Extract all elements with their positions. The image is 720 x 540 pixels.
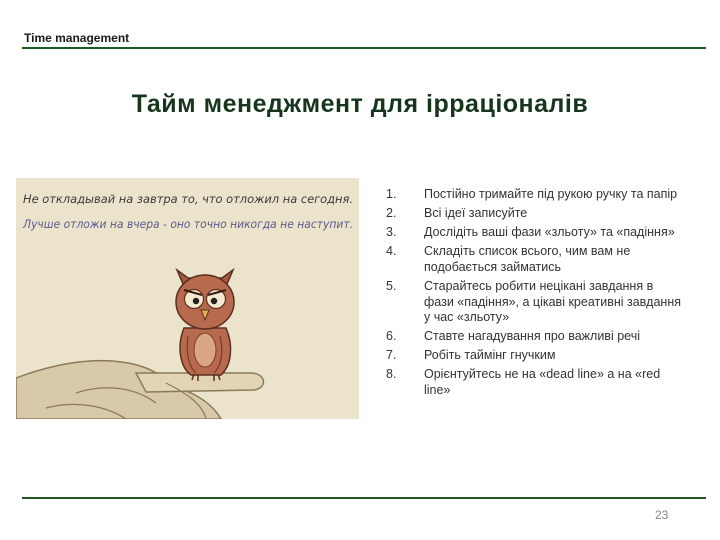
list-item-text: Орієнтуйтесь не на «dead line» а на «red line» [424, 367, 661, 398]
footer-divider [22, 497, 706, 499]
list-item-text: Складіть список всього, чим вам не подобається займатись [424, 244, 631, 274]
list-item-text: Постійно тримайте під рукою ручку та папір [424, 187, 678, 201]
section-label: Time management [24, 31, 130, 45]
page-number: 23 [655, 508, 669, 522]
list-item-text: Ставте нагадування про важливі речі [424, 329, 640, 344]
image-caption-line2: Лучше отложи на вчера - оно точно никогда не наступит. [22, 217, 353, 231]
list-item-text: Дослідіть ваші фази «зльоту» та «падіння» [424, 225, 675, 240]
list-item-text: Старайтесь робити нецікані завдання в фази «падіння», а цікаві креативні завдання у час «зльоту» [424, 278, 682, 325]
list-item: 8. Орієнтуйтесь не на «dead line» а на «red line» [386, 367, 661, 398]
owl-illustration [176, 270, 234, 381]
list-item: 5. Старайтесь робити нецікані завдання в фази «падіння», а цікаві креативні завдання у час «зльоту» [386, 278, 682, 325]
list-item: 7. Робіть таймінг гнучким [386, 348, 556, 363]
list-item: 6. Ставте нагадування про важливі речі [386, 329, 640, 344]
header-divider [22, 47, 706, 49]
image-caption-line1: Не откладывай на завтра то, что отложил на сегодня. [23, 192, 353, 206]
list-item: 2. Всі ідеї записуйте [386, 206, 528, 221]
owl-cartoon-image [16, 178, 359, 419]
list-item-text: Всі ідеї записуйте [424, 206, 528, 221]
list-item: 4. Складіть список всього, чим вам не подобається займатись [386, 244, 631, 274]
tips-list [386, 187, 686, 402]
list-item-text: Робіть таймінг гнучким [424, 348, 556, 363]
list-item: 3. Дослідіть ваші фази «зльоту» та «падіння» [386, 225, 675, 240]
list-item: 1. Постійно тримайте під рукою ручку та папір [386, 187, 678, 201]
slide-title: Тайм менеджмент для ірраціоналів [131, 90, 589, 118]
